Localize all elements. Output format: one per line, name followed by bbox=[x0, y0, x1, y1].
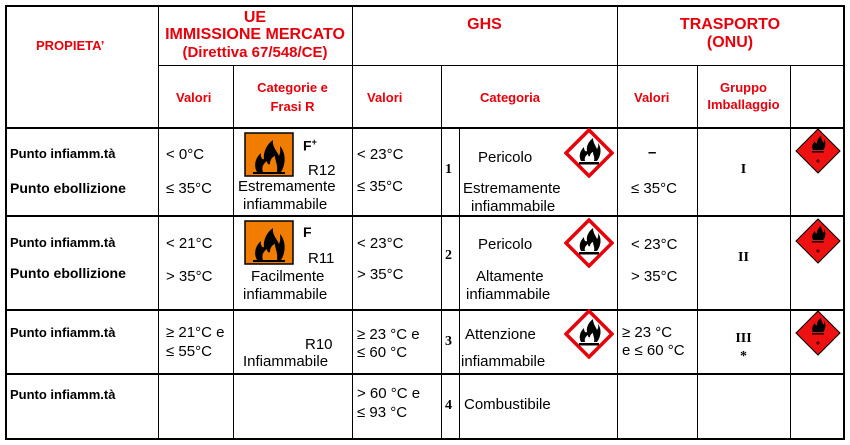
grid-line bbox=[617, 5, 618, 440]
row1-ghs-val2: ≤ 35°C bbox=[357, 178, 403, 195]
subheader-tr-valori: Valori bbox=[634, 90, 670, 105]
row1-prop-flash: Punto infiamm.tà bbox=[10, 146, 116, 161]
row2-ue-phrase: R11 bbox=[308, 250, 335, 267]
subheader-ue-frasi: Frasi R bbox=[270, 99, 315, 114]
grid-line bbox=[5, 127, 845, 129]
row1-ue-desc1: Estremamente bbox=[238, 178, 336, 195]
ghs-flame-icon bbox=[564, 218, 614, 273]
row3-prop-flash: Punto infiamm.tà bbox=[10, 325, 116, 340]
header-trasporto: TRASPORTO bbox=[679, 16, 781, 33]
row2-ue-val2: > 35°C bbox=[166, 268, 213, 285]
adr-flammable-diamond-icon bbox=[795, 310, 841, 361]
row3-ghs-desc1: infiammabile bbox=[461, 353, 546, 370]
subheader-tr-imballaggio: Imballaggio bbox=[707, 97, 780, 112]
row4-ghs-val2: ≤ 93 °C bbox=[357, 404, 408, 421]
row3-ue-val2: ≤ 55°C bbox=[166, 343, 212, 360]
row1-ghs-val1: < 23°C bbox=[357, 146, 404, 163]
row3-ghs-num: 3 bbox=[445, 334, 452, 349]
row2-tr-val1: < 23°C bbox=[631, 236, 678, 253]
header-ue-title: UE bbox=[243, 9, 267, 26]
row2-ue-desc2: infiammabile bbox=[243, 286, 328, 303]
row2-ghs-desc2: infiammabile bbox=[466, 286, 551, 303]
row2-ghs-desc1: Altamente bbox=[476, 268, 544, 285]
row2-tr-val2: > 35°C bbox=[631, 268, 678, 285]
table-border-top bbox=[5, 5, 845, 7]
header-ghs: GHS bbox=[467, 16, 502, 33]
row3-ue-phrase: R10 bbox=[305, 336, 333, 353]
row2-prop-flash: Punto infiamm.tà bbox=[10, 235, 116, 250]
subheader-ue-categorie: Categorie e bbox=[257, 80, 328, 95]
row2-ghs-num: 2 bbox=[445, 248, 452, 263]
row2-ue-val1: < 21°C bbox=[166, 235, 213, 252]
grid-line bbox=[233, 65, 234, 440]
row4-ghs-word: Combustibile bbox=[464, 396, 551, 413]
header-propieta: PROPIETA’ bbox=[36, 38, 105, 53]
grid-line bbox=[5, 373, 845, 375]
row1-tr-group: I bbox=[740, 162, 747, 177]
row4-ghs-num: 4 bbox=[445, 398, 452, 413]
header-ue-directive: (Direttiva 67/548/CE) bbox=[182, 44, 328, 61]
row3-ghs-val1: ≥ 23 °C e bbox=[357, 326, 420, 343]
row1-tr-val2: ≤ 35°C bbox=[631, 180, 677, 197]
row2-tr-group: II bbox=[738, 250, 749, 265]
row4-ghs-val1: > 60 °C e bbox=[357, 385, 421, 402]
subheader-ghs-valori: Valori bbox=[367, 90, 403, 105]
row1-ghs-word: Pericolo bbox=[478, 149, 533, 166]
row2-ghs-word: Pericolo bbox=[478, 236, 533, 253]
row1-ue-desc2: infiammabile bbox=[243, 196, 328, 213]
row3-ue-val1: ≥ 21°C e bbox=[166, 324, 225, 341]
flame-orange-icon bbox=[244, 132, 294, 182]
row1-ghs-desc1: Estremamente bbox=[463, 180, 561, 197]
adr-flammable-diamond-icon bbox=[795, 218, 841, 269]
row2-ue-desc1: Facilmente bbox=[251, 268, 325, 285]
row2-ghs-val2: > 35°C bbox=[357, 266, 404, 283]
ghs-flame-icon bbox=[564, 128, 614, 183]
grid-line bbox=[352, 5, 353, 440]
grid-line bbox=[5, 309, 845, 311]
row3-ghs-word: Attenzione bbox=[465, 326, 536, 343]
row2-prop-boil: Punto ebollizione bbox=[10, 265, 126, 281]
row1-prop-boil: Punto ebollizione bbox=[10, 180, 126, 196]
grid-line bbox=[158, 5, 159, 440]
header-onu: (ONU) bbox=[706, 34, 754, 51]
grid-line bbox=[441, 65, 442, 440]
row1-tr-val1: – bbox=[648, 144, 657, 161]
table-border-bottom bbox=[5, 438, 845, 440]
subheader-ghs-categoria: Categoria bbox=[480, 90, 540, 105]
row1-ghs-num: 1 bbox=[445, 162, 452, 177]
row1-ue-val1: < 0°C bbox=[166, 146, 205, 163]
header-ue-subtitle: IMMISSIONE MERCATO bbox=[165, 26, 345, 43]
subheader-tr-gruppo: Gruppo bbox=[720, 80, 767, 95]
row1-ue-phrase: R12 bbox=[308, 162, 336, 179]
adr-flammable-diamond-icon bbox=[795, 128, 841, 179]
subheader-ue-valori: Valori bbox=[176, 90, 212, 105]
row3-tr-group: III bbox=[735, 331, 752, 346]
row1-ue-val2: ≤ 35°C bbox=[166, 180, 212, 197]
row3-tr-val2: e ≤ 60 °C bbox=[622, 342, 685, 359]
row1-ghs-desc2: infiammabile bbox=[471, 198, 556, 215]
row1-ue-code: F+ bbox=[303, 137, 317, 154]
grid-line bbox=[790, 65, 791, 440]
grid-line bbox=[5, 215, 845, 217]
row3-tr-val1: ≥ 23 °C bbox=[622, 324, 673, 341]
row4-prop-flash: Punto infiamm.tà bbox=[10, 387, 116, 402]
row3-ue-desc1: Infiammabile bbox=[243, 353, 329, 370]
row2-ghs-val1: < 23°C bbox=[357, 235, 404, 252]
row3-tr-note: * bbox=[740, 349, 747, 364]
grid-line bbox=[459, 128, 460, 440]
flame-orange-icon bbox=[244, 220, 294, 270]
ghs-flame-icon bbox=[564, 309, 614, 364]
row2-ue-code: F bbox=[303, 224, 312, 240]
row3-ghs-val2: ≤ 60 °C bbox=[357, 344, 408, 361]
grid-line bbox=[158, 65, 843, 66]
